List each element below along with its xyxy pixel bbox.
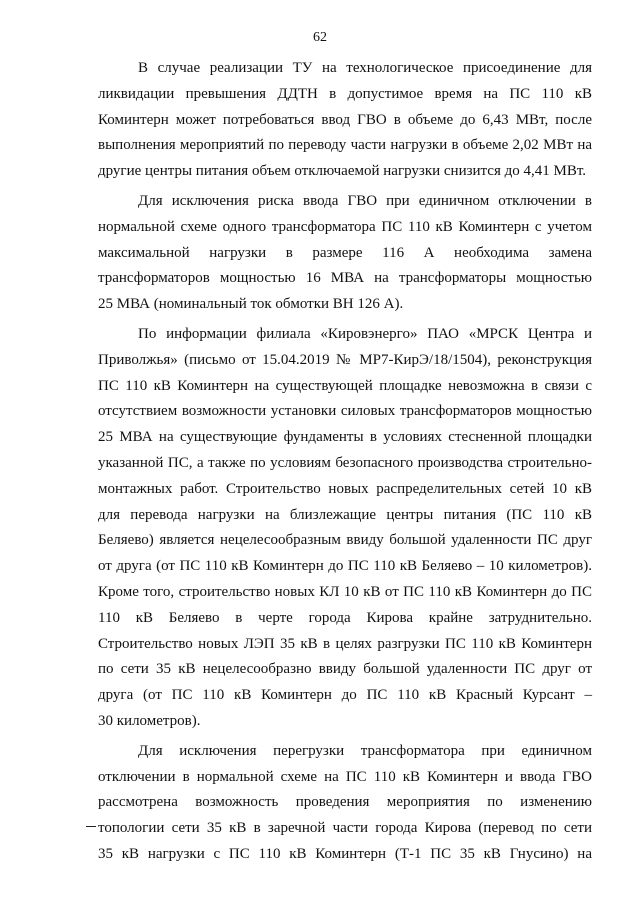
text-line: нормальной схеме одного трансформатора ПС 110 кВ Коминтерн с учетом: [98, 218, 592, 235]
text-line: выполнения мероприятий по переводу части нагрузки в объеме 2,02 МВт на: [98, 137, 592, 154]
text-line: рассмотрена возможность проведения мероприятия по изменению: [98, 794, 592, 811]
text-line: 35 кВ нагрузки с ПС 110 кВ Коминтерн (Т-1 ПС 35 кВ Гнусино) на: [98, 845, 592, 862]
text-line: Коминтерн может потребоваться ввод ГВО в объеме до 6,43 МВт, после: [98, 111, 592, 128]
text-line: Кроме того, строительство новых КЛ 10 кВ от ПС 110 кВ Коминтерн до ПС: [98, 583, 592, 600]
text-line: В случае реализации ТУ на технологическое присоединение для: [138, 60, 592, 76]
document-body: [98, 56, 592, 868]
text-line: отключении в нормальной схеме на ПС 110 кВ Коминтерн и ввода ГВО: [98, 768, 592, 785]
paragraph-4: [98, 739, 592, 868]
text-line: ПС 110 кВ Коминтерн на существующей площадке невозможна в связи с: [98, 377, 592, 394]
text-line: 110 кВ Беляево в черте города Кирова крайне затруднительно.: [98, 609, 592, 626]
page-number: 62: [313, 30, 327, 45]
text-line: Строительство новых ЛЭП 35 кВ в целях разгрузки ПС 110 кВ Коминтерн: [98, 635, 592, 652]
text-line: ликвидации превышения ДДТН в допустимое время на ПС 110 кВ: [98, 85, 592, 102]
text-line: отсутствием возможности установки силовых трансформаторов мощностью: [98, 403, 592, 420]
text-line: монтажных работ. Строительство новых распределительных сетей 10 кВ: [98, 480, 592, 497]
text-line: топологии сети 35 кВ в заречной части города Кирова (перевод по сети: [98, 820, 592, 837]
text-line: от друга (от ПС 110 кВ Коминтерн до ПС 110 кВ Беляево – 10 километров).: [98, 558, 592, 575]
paragraph-2: [98, 189, 592, 318]
text-line: Беляево) является нецелесообразным ввиду большой удаленности ПС друг: [98, 532, 592, 549]
text-line: По информации филиала «Кировэнерго» ПАО «МРСК Центра и: [138, 325, 592, 342]
text-line: друга (от ПС 110 кВ Коминтерн до ПС 110 кВ Красный Курсант –: [98, 687, 592, 704]
text-line: 30 километров).: [98, 712, 201, 729]
text-line: по сети 35 кВ нецелесообразно ввиду большой удаленности ПС друг от: [98, 661, 592, 678]
text-line: Приволжья» (письмо от 15.04.2019 № МР7-КирЭ/18/1504), реконструкция: [98, 351, 592, 368]
paragraph-3: [98, 322, 592, 735]
margin-dash-mark: [86, 826, 96, 827]
text-line: для перевода нагрузки на близлежащие центры питания (ПС 110 кВ: [98, 506, 592, 523]
text-line: другие центры питания объем отключаемой нагрузки снизится до 4,41 МВт.: [98, 163, 587, 180]
text-line: Для исключения риска ввода ГВО при единичном отключении в: [138, 192, 592, 209]
text-line: максимальной нагрузки в размере 116 А необходима замена: [98, 244, 592, 261]
paragraph-1: [98, 56, 592, 185]
text-line: Для исключения перегрузки трансформатора при единичном: [138, 742, 592, 759]
text-line: указанной ПС, а также по условиям безопасного производства строительно-: [98, 454, 592, 471]
text-line: трансформаторов мощностью 16 МВА на трансформаторы мощностью: [98, 270, 592, 287]
text-line: 25 МВА (номинальный ток обмотки ВН 126 А).: [98, 296, 404, 313]
text-line: 25 МВА на существующие фундаменты в условиях стесненной площадки: [98, 429, 592, 446]
